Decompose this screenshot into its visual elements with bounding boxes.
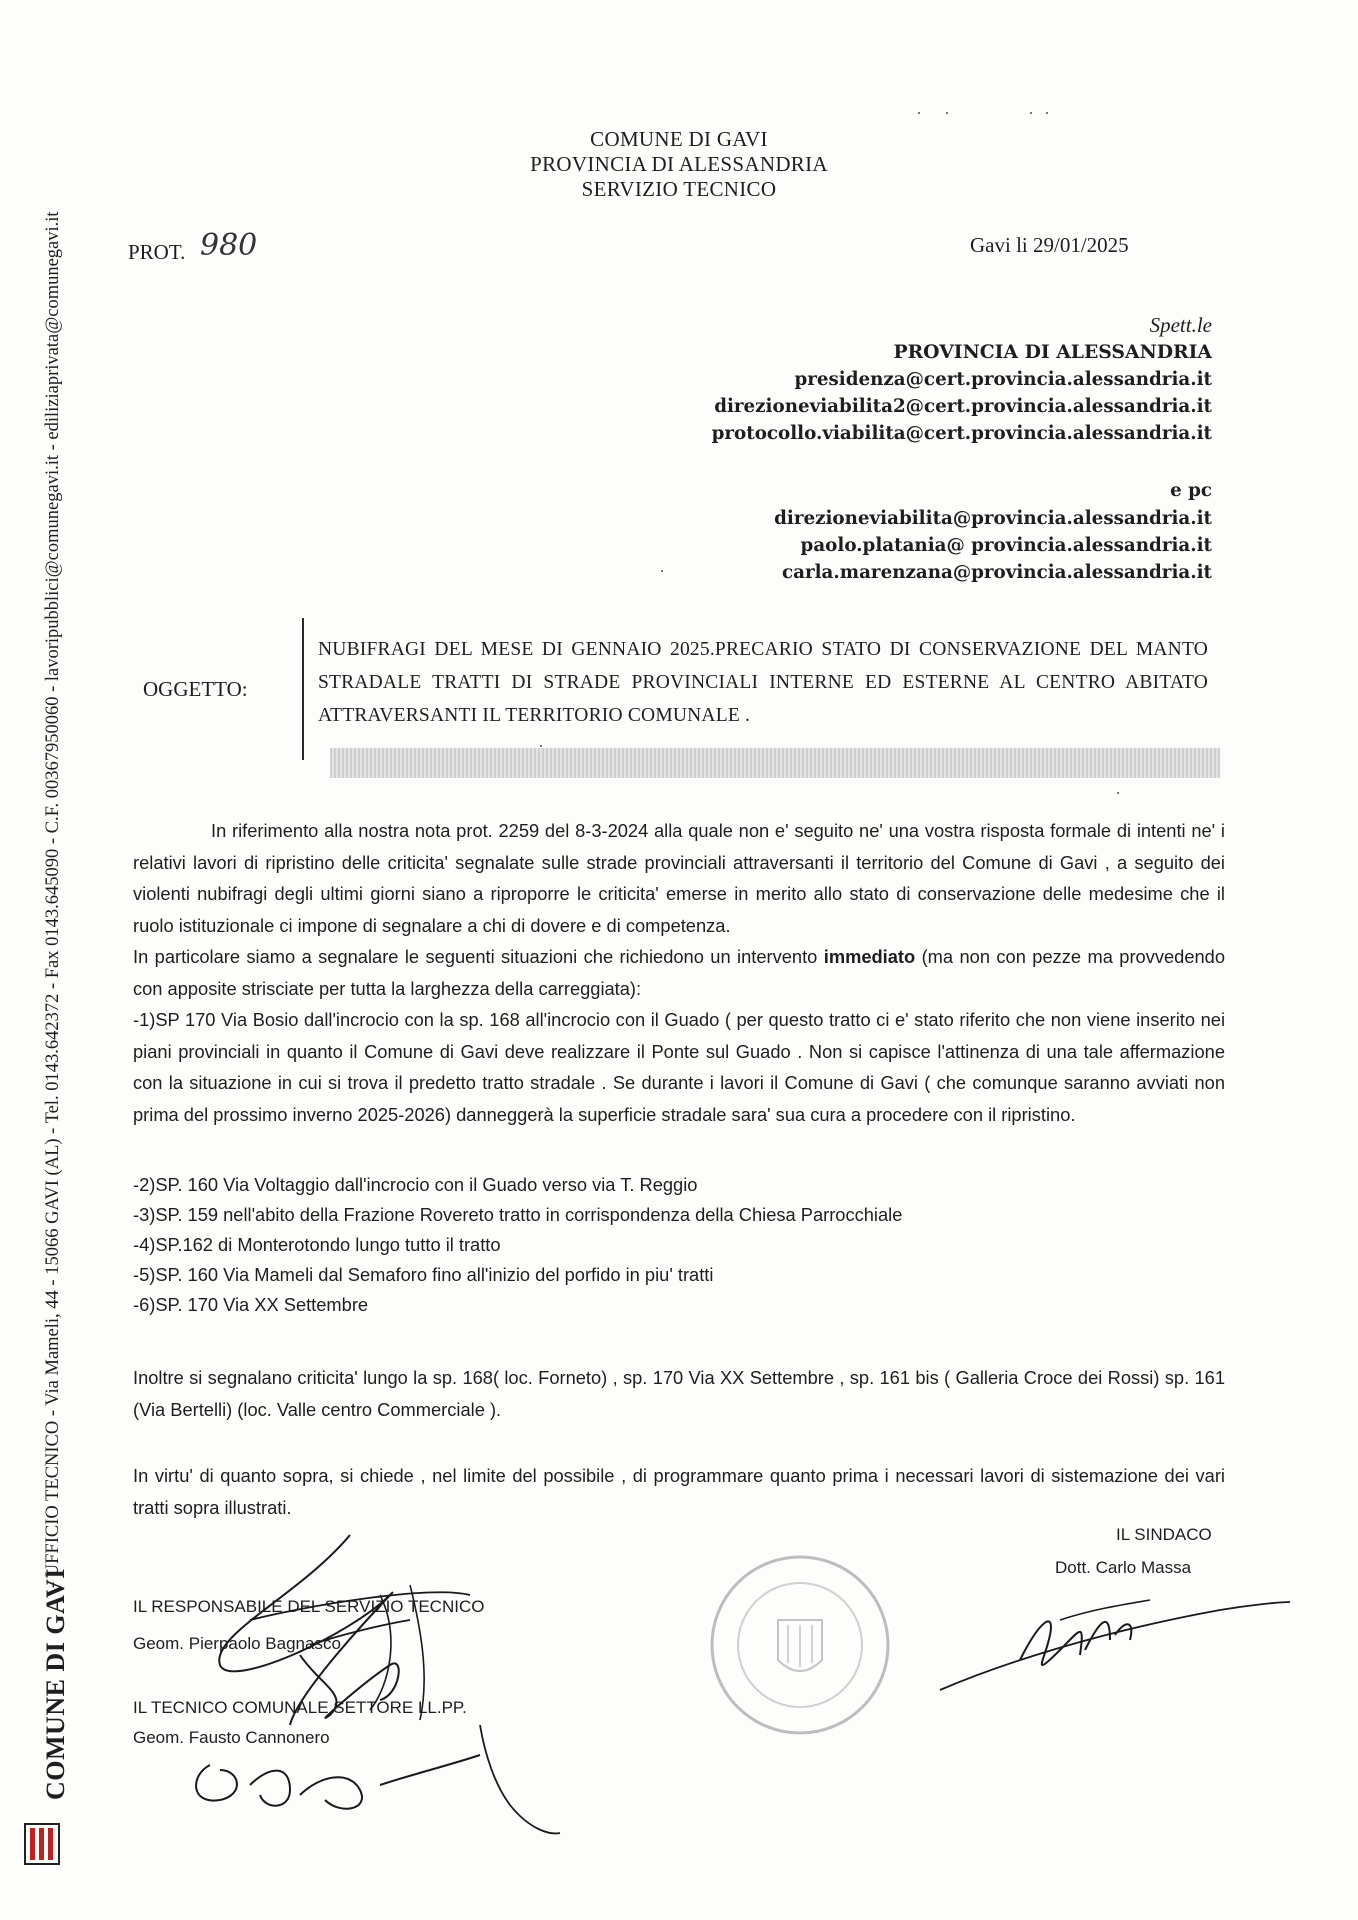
technical-manager-name: Geom. Pierpaolo Bagnasco xyxy=(133,1634,341,1653)
sidebar-contact-info: - UFFICIO TECNICO - Via Mameli, 44 - 15066 GAVI (AL) - Tel. 0143.642372 - Fax 0143.645090 - C.F. 00367950060 - lavoripubblici@comunegavi.it - ediliziaprivata@comunegavi.it xyxy=(43,211,63,1588)
technician-name: Geom. Fausto Cannonero xyxy=(133,1728,330,1747)
letter-date: Gavi li 29/01/2025 xyxy=(970,233,1129,257)
recipient-salutation: Spett.le xyxy=(1149,313,1212,337)
scan-speck xyxy=(1030,112,1032,114)
list-item: -4)SP.162 di Monterotondo lungo tutto il tratto xyxy=(133,1234,501,1255)
scan-speck xyxy=(661,570,663,572)
body-paragraph-4: In virtu' di quanto sopra, si chiede , nel limite del possibile , di programmare quanto prima i necessari lavori di sistemazione dei vari tratti sopra illustrati. xyxy=(133,1465,1225,1518)
technician-signature xyxy=(150,1715,570,1855)
cc-label: e pc xyxy=(1170,480,1212,501)
cc-email: carla.marenzana@provincia.alessandria.it xyxy=(781,562,1212,583)
list-item-1: -1)SP 170 Via Bosio dall'incrocio con la sp. 168 all'incrocio con il Guado ( per questo tratto ci e' stato riferito che non viene inserito nei piani provinciali in quanto il Comune di Gavi deve realizzare il Ponte sul Guado . Non si capisce l'attinenza di una tale affermazione con la situazione in cui si trova il predetto tratto stradale . Se durante i lavori il Comune di Gavi ( che comunque saranno avviati non prima del prossimo inverno 2025-2026) danneggerà la superficie stradale sara' sua cura a procedere con il ripristino. xyxy=(133,1009,1225,1125)
recipient-email: direzioneviabilita2@cert.provincia.alessandria.it xyxy=(714,396,1212,417)
mayor-title: IL SINDACO xyxy=(1116,1525,1212,1544)
recipient-name: PROVINCIA DI ALESSANDRIA xyxy=(893,341,1212,363)
protocol-label: PROT. xyxy=(128,240,186,264)
scan-speck xyxy=(1117,792,1119,794)
header-province: PROVINCIA DI ALESSANDRIA xyxy=(530,152,828,176)
list-item: -6)SP. 170 Via XX Settembre xyxy=(133,1294,369,1315)
scan-speck xyxy=(540,745,542,747)
body-paragraph-1: In riferimento alla nostra nota prot. 2259 del 8-3-2024 alla quale non e' seguito ne' una vostra risposta formale di intenti ne' i relativi lavori di ripristino delle criticita' segnalate sulle strade provinciali attraversanti il territorio del Comune di Gavi , a seguito dei violenti nubifragi degli ultimi giorni siano a riproporre le criticita' emerse in merito allo stato di conservazione delle medesime che il ruolo istituzionale ci impone di segnalare a chi di dovere e di competenza. xyxy=(133,820,1225,936)
technical-manager-title: IL RESPONSABILE DEL SERVIZIO TECNICO xyxy=(133,1597,485,1616)
subject-label: OGGETTO: xyxy=(143,677,248,701)
body-paragraph-3: Inoltre si segnalano criticita' lungo la sp. 168( loc. Forneto) , sp. 170 Via XX Settembre , sp. 161 bis ( Galleria Croce dei Rossi) sp. 161 (Via Bertelli) (loc. Valle centro Commerciale ). xyxy=(133,1367,1225,1420)
sidebar-letterhead xyxy=(8,0,70,1920)
body-paragraph-2: In particolare siamo a segnalare le seguenti situazioni che richiedono un intervento immediato (ma non con pezze ma provvedendo con apposite strisciate per tutta la larghezza della carreggiata): xyxy=(133,946,1225,999)
mayor-signature xyxy=(920,1580,1300,1720)
list-item: -5)SP. 160 Via Mameli dal Semaforo fino all'inizio del porfido in piu' tratti xyxy=(133,1264,714,1285)
technician-title: IL TECNICO COMUNALE SETTORE LL.PP. xyxy=(133,1698,467,1717)
list-item: -3)SP. 159 nell'abito della Frazione Rovereto tratto in corrispondenza della Chiesa Parrocchiale xyxy=(133,1204,903,1225)
cc-email: paolo.platania@ provincia.alessandria.it xyxy=(800,535,1212,556)
sidebar-municipality-name: COMUNE DI GAVI xyxy=(41,1568,70,1800)
protocol-number: 980 xyxy=(200,228,258,263)
recipient-email: presidenza@cert.provincia.alessandria.it xyxy=(794,369,1212,390)
scan-speck xyxy=(918,112,920,114)
list-item: -2)SP. 160 Via Voltaggio dall'incrocio con il Guado verso via T. Reggio xyxy=(133,1174,698,1195)
recipient-email: protocollo.viabilita@cert.provincia.alessandria.it xyxy=(711,423,1212,444)
header-municipality: COMUNE DI GAVI xyxy=(590,127,768,151)
municipality-crest-icon xyxy=(22,1822,62,1866)
scan-speck xyxy=(1046,112,1048,114)
scan-speck xyxy=(946,112,948,114)
header-department: SERVIZIO TECNICO xyxy=(581,177,777,201)
cc-email: direzioneviabilita@provincia.alessandria.it xyxy=(774,508,1212,529)
mayor-name: Dott. Carlo Massa xyxy=(1055,1558,1192,1577)
municipal-stamp xyxy=(700,1545,900,1745)
subject-text: NUBIFRAGI DEL MESE DI GENNAIO 2025.PRECARIO STATO DI CONSERVAZIONE DEL MANTO STRADALE TRATTI DI STRADE PROVINCIALI INTERNE ED ESTERNE AL CENTRO ABITATO ATTRAVERSANTI IL TERRITORIO COMUNALE . xyxy=(318,639,1208,726)
subject-box-shadow xyxy=(330,748,1220,778)
